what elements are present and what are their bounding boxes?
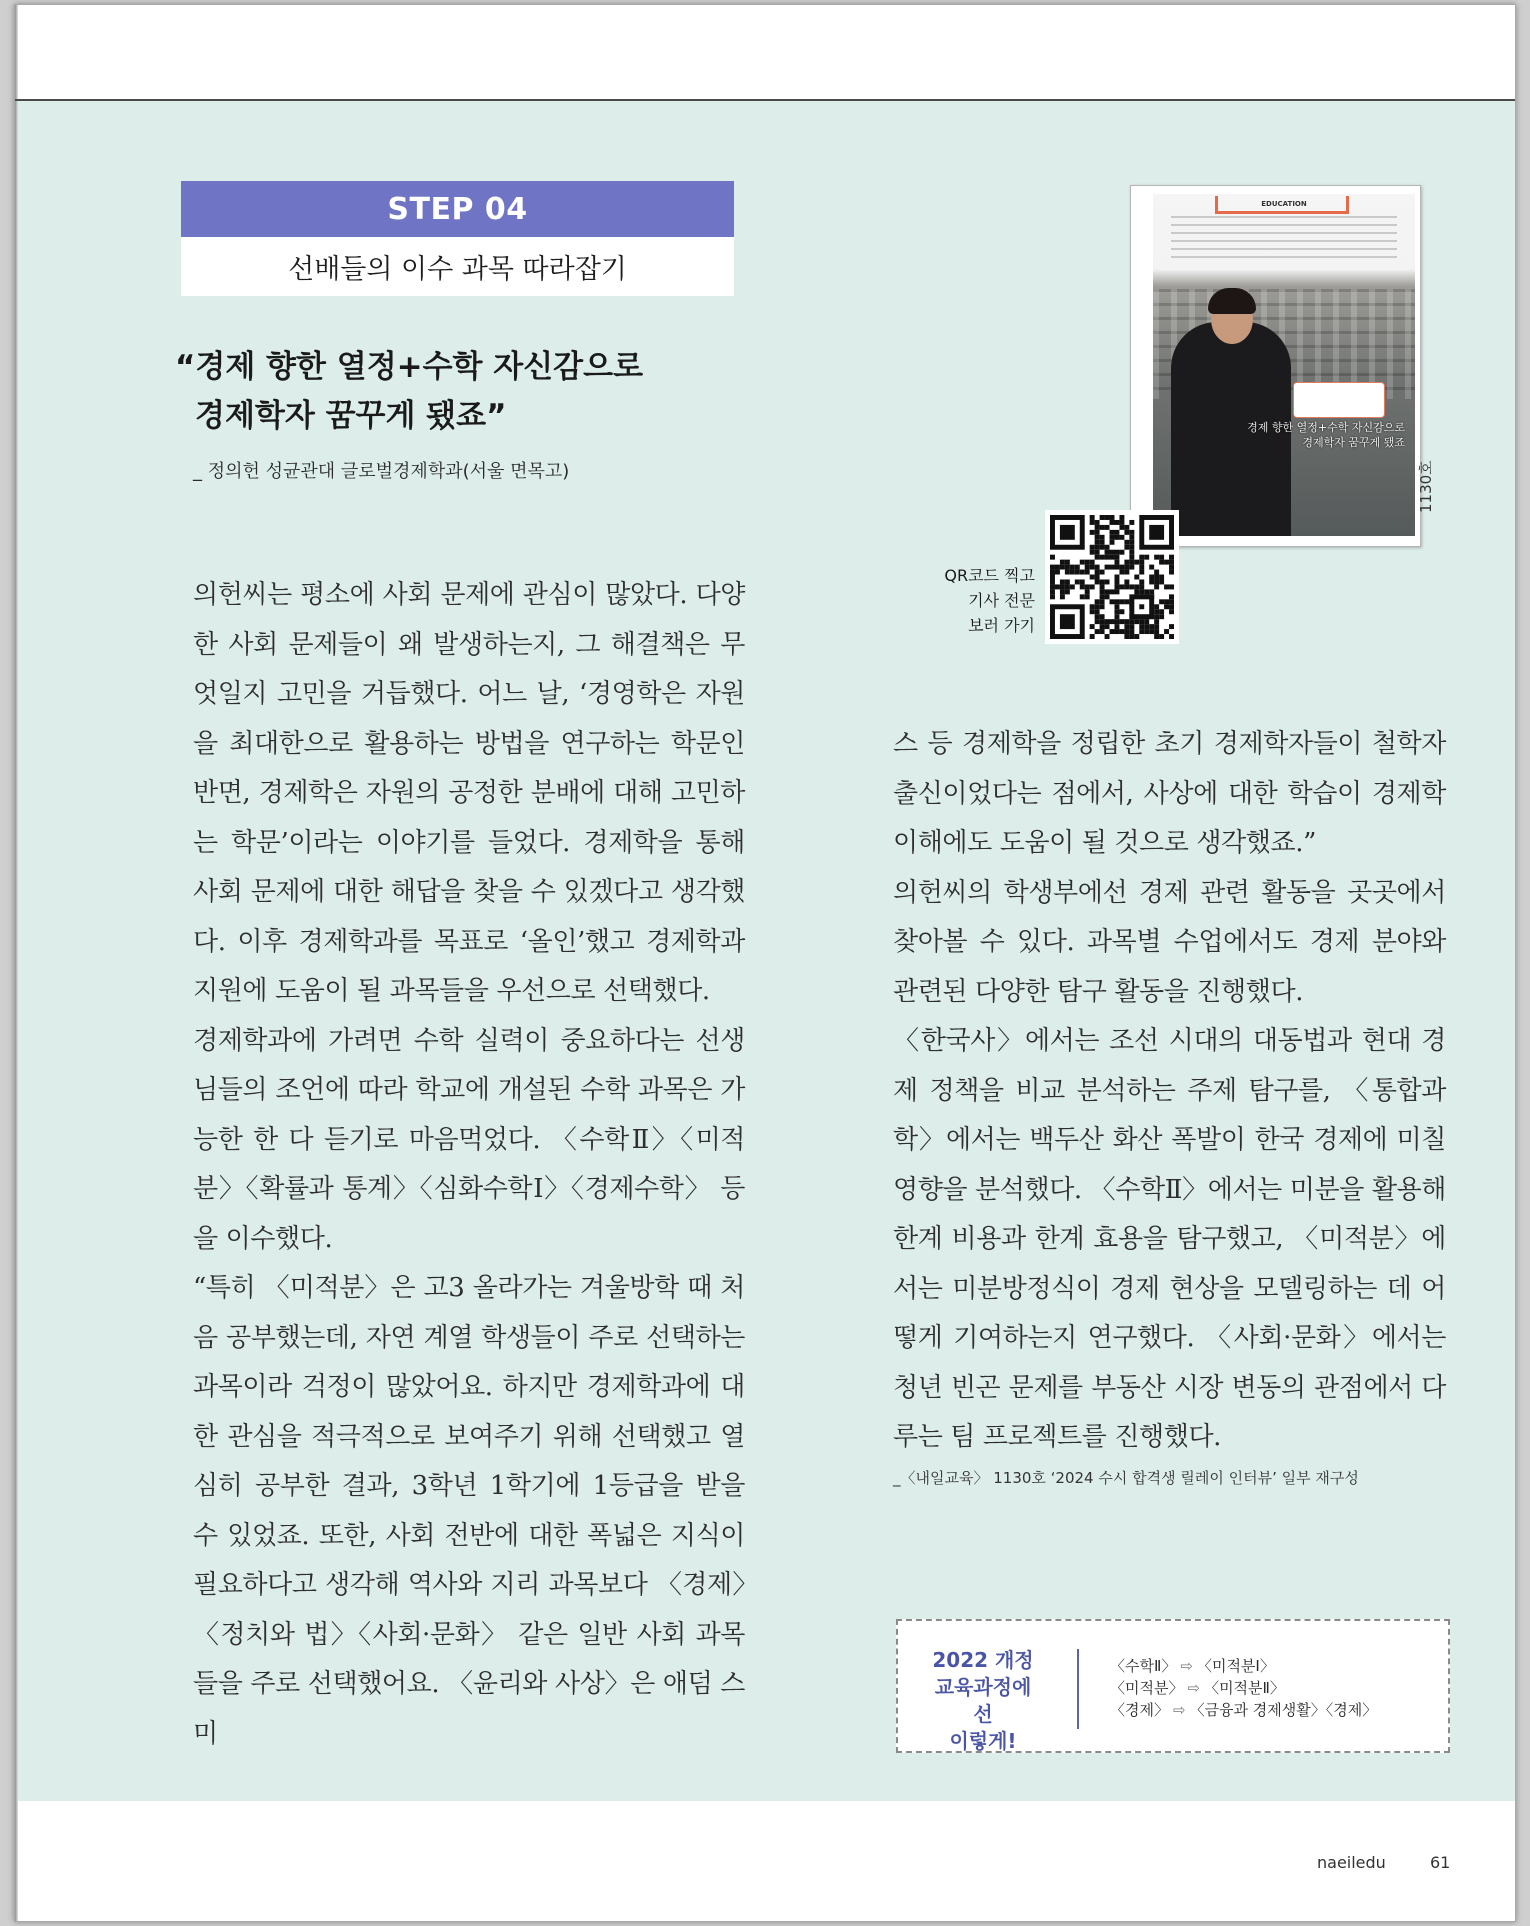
qr-code[interactable] — [1045, 510, 1179, 644]
info-row-from: 〈경제〉 — [1110, 1701, 1169, 1719]
info-row-to: 〈미적분Ⅱ〉 — [1204, 1679, 1285, 1697]
qr-code-icon — [1050, 515, 1174, 639]
footer-brand: naeiledu — [1317, 1853, 1386, 1872]
info-row — [1110, 1699, 1377, 1721]
cover-quote: 경제 향한 열정+수학 자신감으로 경제학자 꿈꾸게 됐죠 — [1247, 421, 1405, 449]
info-row-to: 〈미적분Ⅰ〉 — [1196, 1657, 1275, 1675]
body-paragraph: 〈한국사〉에서는 조선 시대의 대동법과 현대 경제 정책을 비교 분석하는 주제 탐구를, 〈통합과학〉에서는 백두산 화산 폭발이 한국 경제에 미칠 영향을 분석했다. 〈수학Ⅱ〉에서는 미분을 활용해 한계 비용과 한계 효용을 탐구했고, 〈미적분〉에서는 미분방정식이 경제 현상을 모델링하는 데 어떻게 기여하는지 연구했다. 〈사회·문화〉에서는 청년 빈곤 문제를 부동산 시장 변동의 관점에서 다루는 팀 프로젝트를 진행했다. — [893, 1026, 1446, 1452]
info-row-from: 〈미적분〉 — [1110, 1679, 1184, 1697]
article-headline — [175, 343, 735, 441]
magazine-page — [14, 4, 1516, 1922]
source-note: _〈내일교육〉 1130호 ‘2024 수시 합격생 릴레이 인터뷰’ 일부 재구성 — [893, 1469, 1359, 1487]
body-column-right — [893, 720, 1446, 1463]
headline-line-1: “경제 향한 열정+수학 자신감으로 — [175, 349, 644, 385]
body-paragraph: 의헌씨의 학생부에선 경제 관련 활동을 곳곳에서 찾아볼 수 있다. 과목별 수업에서도 경제 분야와 관련된 다양한 탐구 활동을 진행했다. — [893, 877, 1446, 1007]
cover-badge — [1293, 382, 1385, 418]
step-header — [181, 181, 734, 296]
body-paragraph: “특히 〈미적분〉은 고3 올라가는 겨울방학 때 처음 공부했는데, 자연 계열 학생들이 주로 선택하는 과목이라 걱정이 많았어요. 하지만 경제학과에 대한 관심을 적극적으로 보여주기 위해 선택했고 열심히 공부한 결과, 3학년 1학기에 1등급을 받을 수 있었죠. 또한, 사회 전반에 대한 폭넓은 지식이 필요하다고 생각해 역사와 지리 과목보다 〈경제〉〈정치와 법〉〈사회·문화〉 같은 일반 사회 과목들을 주로 선택했어요. 〈윤리와 사상〉은 애덤 스미 — [193, 1273, 745, 1749]
page-number: 61 — [1430, 1853, 1451, 1872]
arrow-icon: ⇨ — [1187, 1679, 1201, 1697]
body-paragraph: 경제학과에 가려면 수학 실력이 중요하다는 선생님들의 조언에 따라 학교에 개설된 수학 과목은 가능한 한 다 듣기로 마음먹었다. 〈수학Ⅱ〉〈미적분〉〈확률과 통계〉〈심화수학Ⅰ〉〈경제수학〉 등을 이수했다. — [193, 1025, 745, 1254]
info-box-list — [1110, 1655, 1377, 1721]
qr-label: QR코드 찍고 기사 전문 보러 가기 — [944, 566, 1035, 635]
arrow-icon: ⇨ — [1180, 1657, 1193, 1675]
magazine-cover-thumbnail — [1130, 185, 1421, 547]
info-row — [1110, 1655, 1377, 1677]
cover-photo — [1153, 194, 1415, 536]
info-row-from: 〈수학Ⅱ〉 — [1110, 1657, 1177, 1675]
step-subtitle: 선배들의 이수 과목 따라잡기 — [181, 237, 734, 296]
info-box-title: 2022 개정 교육과정에선 이렇게! — [932, 1648, 1034, 1753]
body-column-left — [193, 571, 745, 1759]
byline: _ 정의헌 성균관대 글로벌경제학과(서울 면목고) — [193, 461, 570, 482]
step-label: STEP 04 — [181, 181, 734, 237]
body-paragraph: 의헌씨는 평소에 사회 문제에 관심이 많았다. 다양한 사회 문제들이 왜 발생하는지, 그 해결책은 무엇일지 고민을 거듭했다. 어느 날, ‘경영학은 자원을 최대한으로 활용하는 방법을 연구하는 학문인 반면, 경제학은 자원의 공정한 분배에 대해 고민하는 학문’이라는 이야기를 들었다. 경제학을 통해 사회 문제에 대한 해답을 찾을 수 있겠다고 생각했다. 이후 경제학과를 목표로 ‘올인’했고 경제학과 지원에 도움이 될 과목들을 우선으로 선택했다. — [193, 580, 745, 1006]
curriculum-info-box — [896, 1619, 1450, 1753]
arrow-icon: ⇨ — [1172, 1701, 1186, 1719]
cover-issue-number: 1130호 — [1417, 460, 1435, 513]
info-row — [1110, 1677, 1377, 1699]
info-box-divider — [1077, 1649, 1079, 1729]
headline-line-2: 경제학자 꿈꾸게 됐죠” — [195, 398, 507, 434]
info-row-to: 〈금융과 경제생활〉〈경제〉 — [1189, 1701, 1378, 1719]
body-paragraph: 스 등 경제학을 정립한 초기 경제학자들이 철학자 출신이었다는 점에서, 사상에 대한 학습이 경제학 이해에도 도움이 될 것으로 생각했죠.” — [893, 729, 1446, 858]
cover-header: EDUCATION — [1261, 200, 1307, 208]
